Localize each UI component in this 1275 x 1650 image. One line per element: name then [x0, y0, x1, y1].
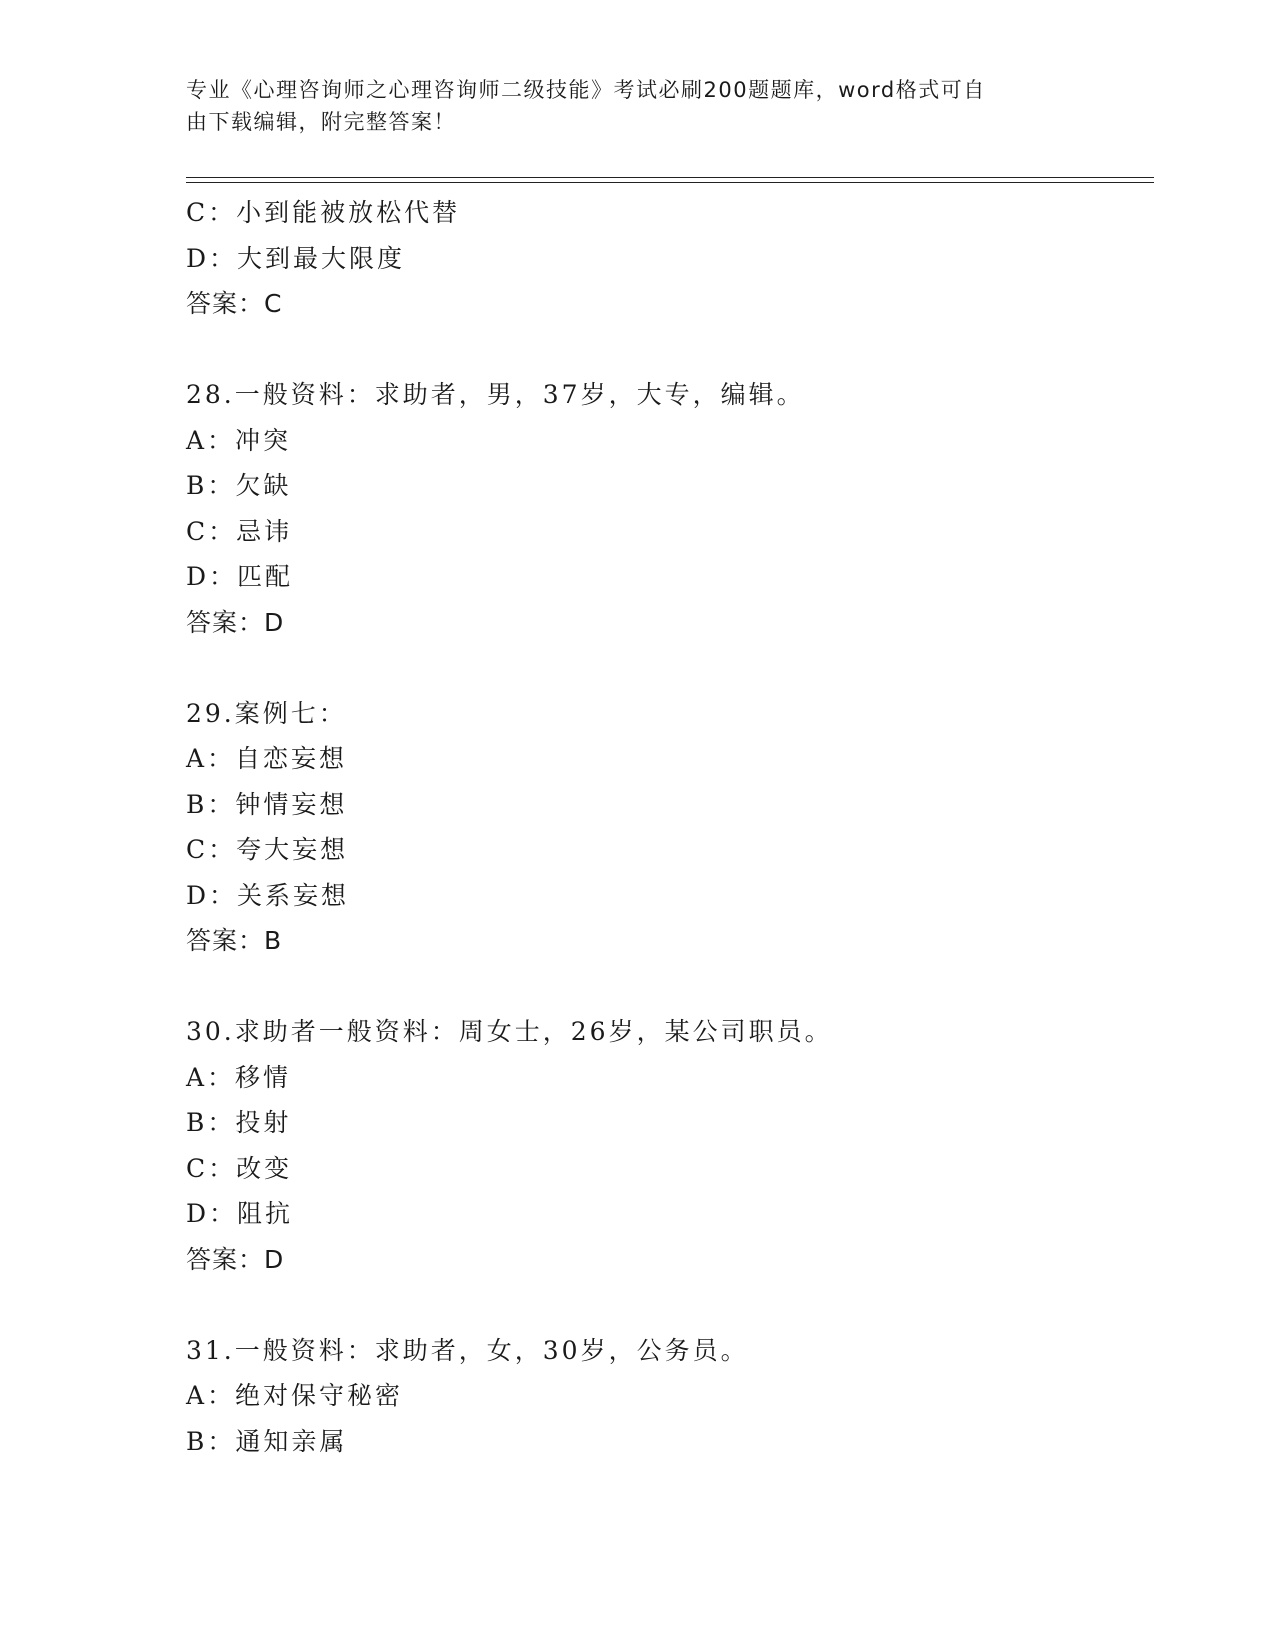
option-a: A：移情 — [186, 1062, 292, 1092]
answer-line: 答案：D — [186, 1244, 285, 1274]
option-b: B：钟情妄想 — [186, 789, 348, 819]
question-block — [186, 1009, 1146, 1282]
question-stem: 28.一般资料：求助者，男，37岁，大专，编辑。 — [186, 380, 805, 409]
question-block — [186, 691, 1146, 964]
header-rule-bottom — [186, 182, 1154, 183]
option-c: C：改变 — [186, 1153, 293, 1183]
document-header — [186, 74, 1066, 138]
answer-line: 答案：B — [186, 926, 283, 955]
option-c: C：夸大妄想 — [186, 835, 349, 864]
header-line-1: 专业《心理咨询师之心理咨询师二级技能》考试必刷200题题库，word格式可自 — [186, 78, 986, 102]
question-block — [186, 1328, 1146, 1465]
answer-line: 答案：C — [186, 289, 283, 318]
question-stem: 31.一般资料：求助者，女，30岁，公务员。 — [186, 1335, 749, 1365]
option-a: A：绝对保守秘密 — [186, 1381, 404, 1410]
option-b: B：投射 — [186, 1108, 292, 1137]
option-a: A：自恋妄想 — [186, 744, 348, 773]
option-c: C：小到能被放松代替 — [186, 198, 461, 227]
block-spacer — [186, 1282, 1146, 1328]
option-b: B：欠缺 — [186, 471, 292, 500]
question-list — [186, 190, 1146, 1464]
block-spacer — [186, 964, 1146, 1010]
question-stem: 30.求助者一般资料：周女士，26岁，某公司职员。 — [186, 1017, 833, 1046]
question-stem: 29.案例七： — [186, 698, 347, 728]
option-d: D：关系妄想 — [186, 880, 350, 910]
header-line-2: 由下载编辑，附完整答案！ — [186, 110, 456, 134]
option-b: B：通知亲属 — [186, 1426, 348, 1456]
option-d: D：大到最大限度 — [186, 243, 406, 273]
option-d: D：阻抗 — [186, 1199, 294, 1228]
question-block — [186, 372, 1146, 645]
option-a: A：冲突 — [186, 425, 292, 455]
question-block — [186, 190, 1146, 327]
header-rule-top — [186, 177, 1154, 178]
block-spacer — [186, 645, 1146, 691]
block-spacer — [186, 327, 1146, 373]
option-c: C：忌讳 — [186, 516, 293, 546]
option-d: D：匹配 — [186, 562, 294, 591]
answer-line: 答案：D — [186, 607, 285, 637]
